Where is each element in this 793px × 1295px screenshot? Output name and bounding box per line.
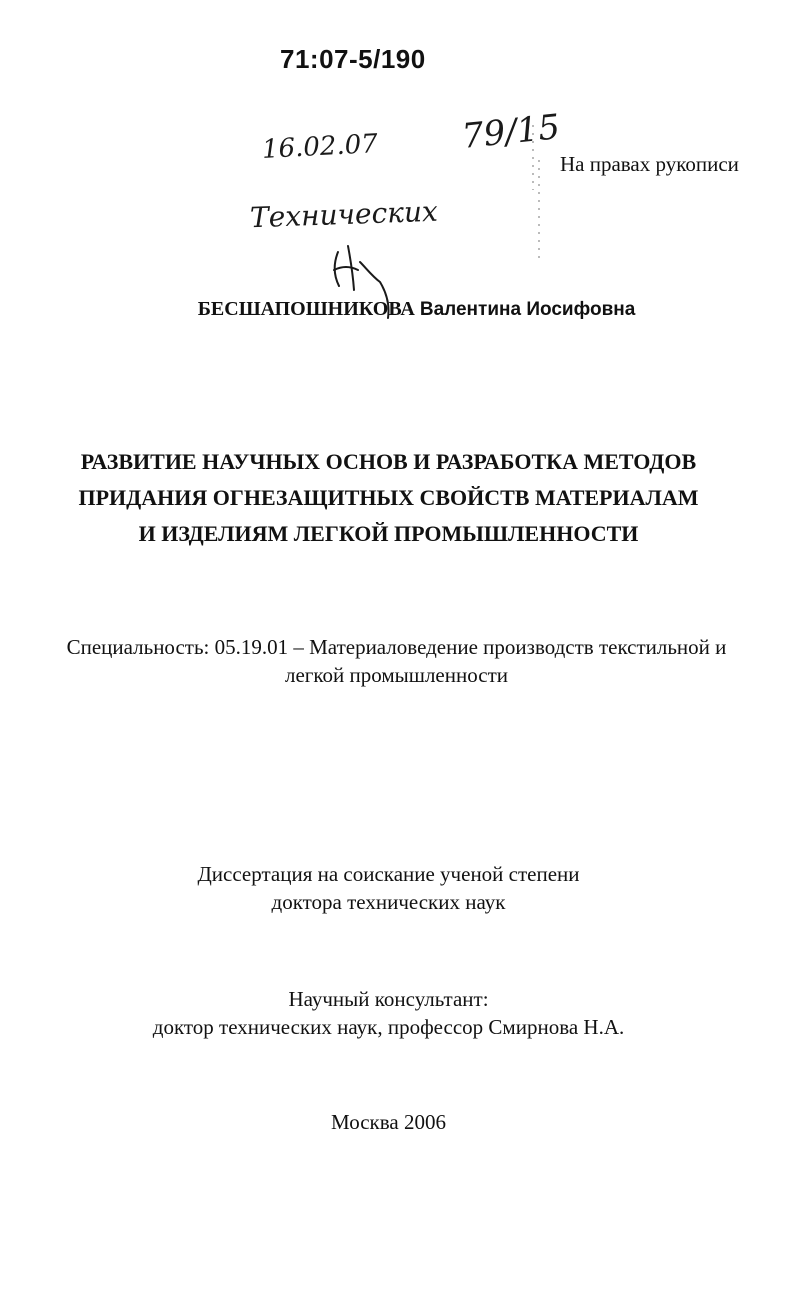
author-line bbox=[0, 298, 793, 321]
consultant-label: Научный консультант: bbox=[288, 987, 489, 1011]
degree-line: Диссертация на соискание ученой степени bbox=[197, 862, 580, 886]
title-line: РАЗВИТИЕ НАУЧНЫХ ОСНОВ И РАЗРАБОТКА МЕТОДОВ bbox=[80, 449, 697, 474]
handwritten-number: 79/15 bbox=[460, 106, 562, 158]
handwritten-date: 16.02.07 bbox=[261, 128, 379, 166]
title-line: ПРИДАНИЯ ОГНЕЗАЩИТНЫХ СВОЙСТВ МАТЕРИАЛАМ bbox=[78, 485, 699, 510]
handwritten-word: Технических bbox=[249, 194, 439, 235]
speciality-line: Специальность: 05.19.01 – Материаловедение производств текстильной и bbox=[66, 635, 727, 659]
degree-line: доктора технических наук bbox=[271, 890, 506, 914]
author-surname: БЕСШАПОШНИКОВА bbox=[197, 298, 415, 320]
author-given-names: Валентина Иосифовна bbox=[419, 299, 636, 320]
catalog-number: 71:07-5/190 bbox=[280, 44, 426, 74]
manuscript-note: На правах рукописи bbox=[560, 152, 739, 176]
degree-statement bbox=[0, 860, 793, 916]
place-and-year: Москва 2006 bbox=[331, 1110, 446, 1134]
title-line: И ИЗДЕЛИЯМ ЛЕГКОЙ ПРОМЫШЛЕННОСТИ bbox=[138, 521, 639, 546]
speciality bbox=[0, 633, 793, 689]
dissertation-title bbox=[0, 444, 793, 552]
speciality-line: легкой промышленности bbox=[285, 663, 508, 687]
scientific-consultant bbox=[0, 985, 793, 1041]
consultant-name: доктор технических наук, профессор Смирнова Н.А. bbox=[152, 1015, 625, 1039]
